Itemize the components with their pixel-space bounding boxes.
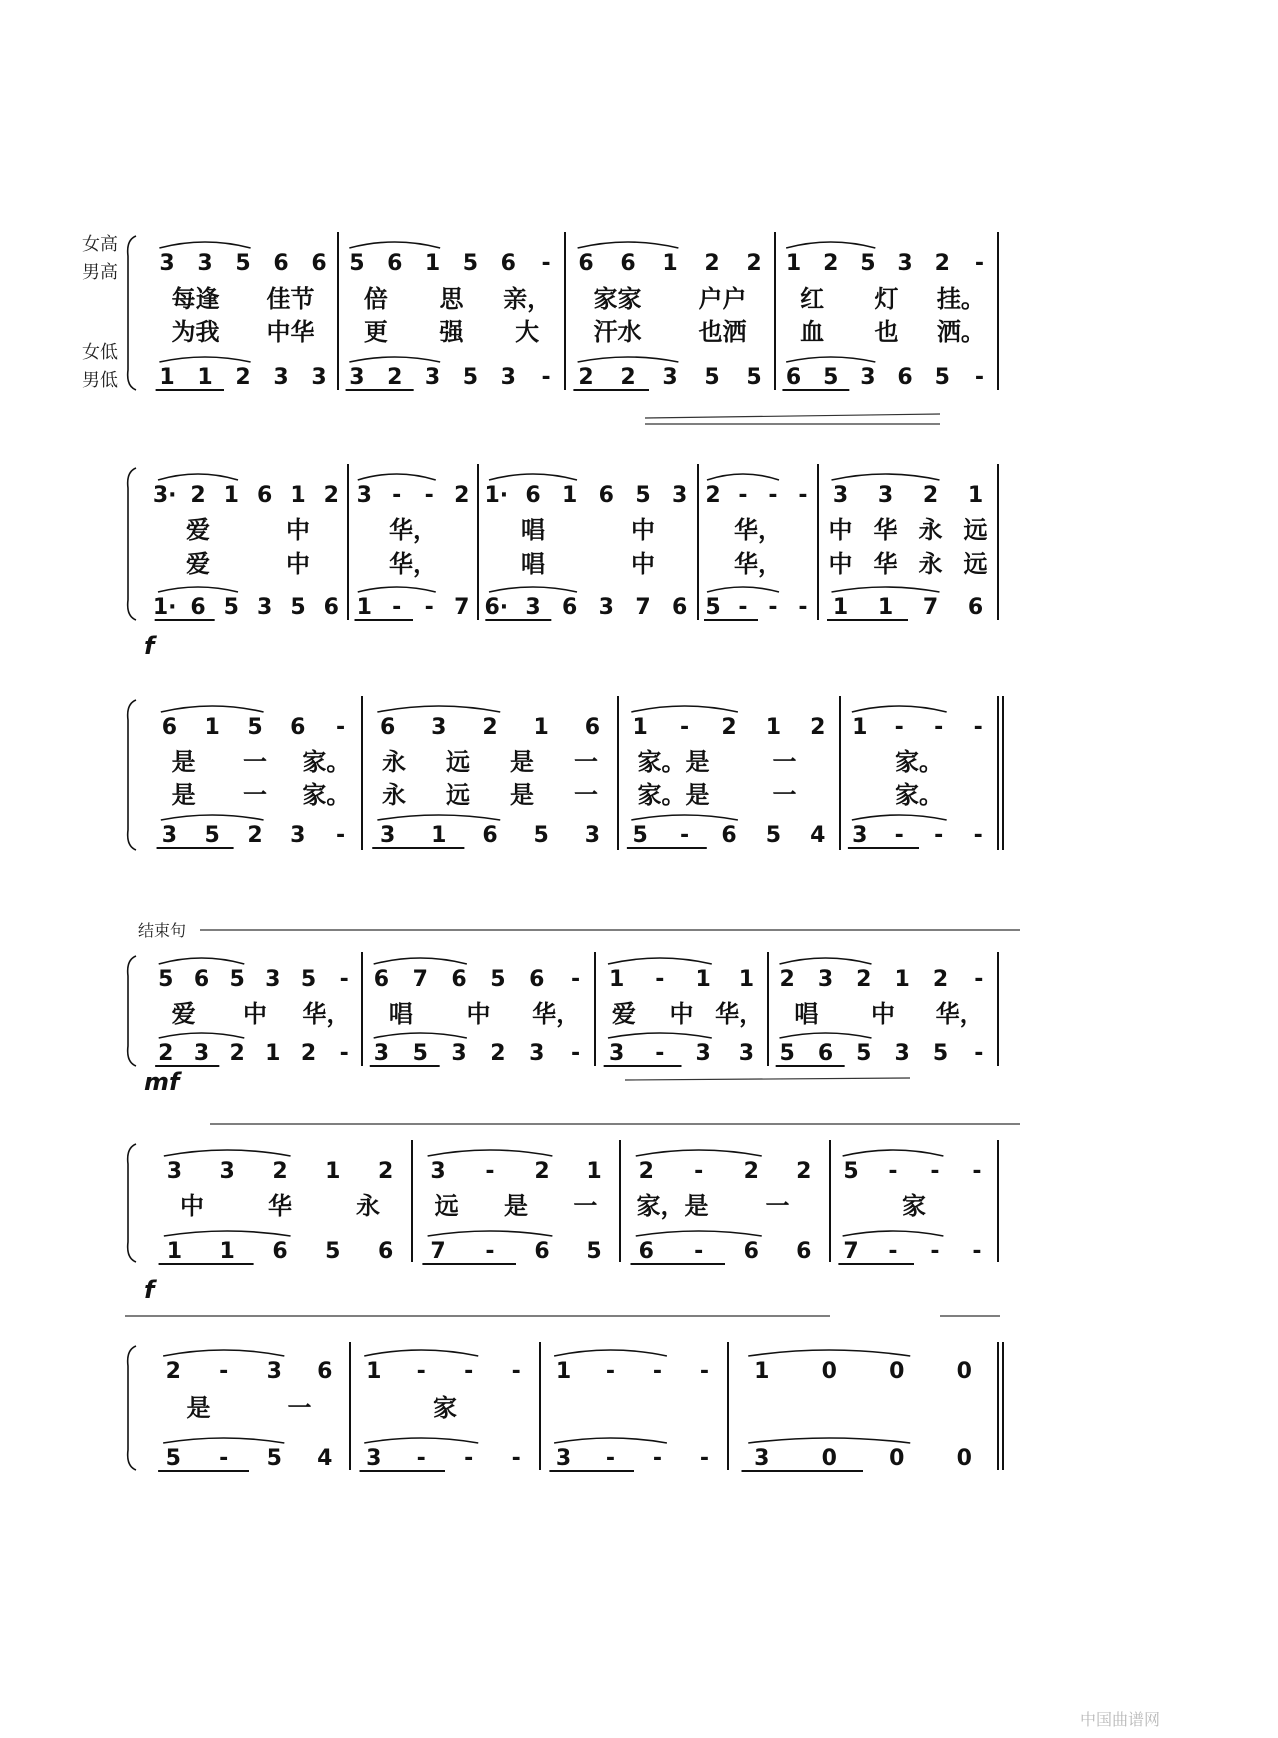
voice-label: 女高 (82, 234, 118, 255)
slur (631, 706, 738, 712)
slur (578, 242, 679, 248)
slur (707, 587, 779, 592)
slur (631, 815, 738, 820)
slur (780, 1033, 872, 1038)
lower-voice-notes: 3 - - - (852, 823, 983, 848)
lower-voice-notes: 6 5 3 6 5 - (785, 365, 984, 390)
upper-voice-notes: 6 3 2 1 6 (379, 715, 601, 740)
dynamic-mark: f (144, 1276, 155, 1304)
slur (161, 815, 264, 820)
slur (489, 474, 577, 480)
lyric-line-1: 倍 思 亲， (363, 285, 552, 313)
system-brace (128, 956, 136, 1066)
system-brace (128, 1346, 136, 1470)
slur (786, 357, 875, 362)
slur (636, 1231, 762, 1236)
crescendo-rule (645, 414, 940, 418)
slur (374, 958, 467, 964)
upper-voice-notes: 3· 2 1 6 1 2 (152, 483, 339, 508)
score-texts (82, 234, 988, 1471)
slur (374, 1033, 467, 1038)
lyric-line-1: 爱 中 华， (171, 1000, 351, 1028)
lyric-line-2: 华， (389, 550, 437, 578)
system-brace (128, 1144, 136, 1262)
voice-label: 女低 (82, 342, 118, 363)
dynamic-mark: mf (144, 1068, 180, 1096)
lyric-line-1: 家。 (895, 748, 943, 776)
lyric-line-2: 华， (734, 550, 782, 578)
lyric-line-1: 每逢 佳节 (171, 285, 315, 313)
lyric-line-1: 是 一 (186, 1394, 312, 1422)
lower-voice-notes: 5 - - - (705, 595, 808, 620)
voice-label: 男低 (82, 370, 118, 391)
upper-voice-notes: 3 3 2 1 2 (166, 1159, 394, 1184)
lower-voice-notes: 3 2 3 5 3 - (349, 365, 551, 390)
upper-voice-notes: 1 2 5 3 2 - (785, 251, 984, 276)
slur (843, 1150, 944, 1156)
slur (636, 1150, 762, 1156)
slur (163, 1438, 284, 1443)
lyric-line-1: 爱 中 (186, 516, 310, 544)
upper-voice-notes: 6 7 6 5 6 - (373, 967, 581, 992)
lower-voice-notes: 3 - 3 3 (608, 1041, 755, 1066)
dynamic-mark: f (144, 632, 155, 660)
upper-voice-notes: 1 - - - (555, 1359, 710, 1384)
lyric-line-2: 家。是 一 (637, 781, 797, 809)
lower-voice-notes: 5 - 5 4 (165, 1446, 333, 1471)
lyric-line-1: 唱 中 华， (388, 1000, 581, 1028)
lower-voice-notes: 1· 6 5 3 5 6 (152, 595, 339, 620)
lyric-line-1: 华， (734, 516, 782, 544)
slur (489, 587, 577, 592)
lyric-line-1: 中 华 永 (180, 1192, 380, 1220)
slur (852, 815, 947, 820)
lyric-line-2: 家。 (895, 781, 943, 809)
upper-voice-notes: 6 1 5 6 - (161, 715, 346, 740)
slur (358, 587, 436, 592)
lyric-line-2: 是 一 家。 (171, 781, 351, 809)
upper-voice-notes: 6 6 1 2 2 (578, 251, 762, 276)
lyric-line-2: 更 强 大 (363, 318, 540, 346)
upper-voice-notes: 2 - 3 6 (165, 1359, 333, 1384)
lower-voice-notes: 7 - 6 5 (430, 1239, 602, 1264)
slur (364, 1438, 478, 1443)
lower-voice-notes: 2 3 2 1 2 - (158, 1041, 349, 1066)
slur (158, 474, 238, 480)
watermark: 中国曲谱网 (1080, 1710, 1161, 1729)
lyric-line-2: 中 华 永 远 (828, 550, 988, 578)
section-label: 结束句 (138, 921, 187, 940)
system-brace (128, 468, 136, 620)
slur (159, 357, 250, 362)
crescendo-rule (625, 1078, 910, 1080)
upper-voice-notes: 3 3 2 1 (832, 483, 984, 508)
lyric-line-1: 爱 中 华， (611, 1000, 764, 1028)
slur (554, 1438, 667, 1443)
upper-voice-notes: 5 - - - (843, 1159, 982, 1184)
slur (852, 706, 947, 712)
lower-voice-notes: 2 2 3 5 5 (578, 365, 762, 390)
slur (164, 1231, 291, 1236)
lyric-line-2: 爱 中 (186, 550, 310, 578)
lyric-line-1: 唱 中 (521, 516, 655, 544)
lyric-line-1: 家。是 一 (637, 748, 797, 776)
lyric-line-2: 永 远 是 一 (382, 781, 598, 809)
slur (786, 242, 875, 248)
slur (608, 1033, 712, 1038)
lyric-line-1: 家，是 一 (636, 1192, 790, 1220)
score-marks (125, 232, 1020, 1471)
lyric-line-2: 为我 中华 (171, 318, 315, 346)
lower-voice-notes: 6 - 6 6 (638, 1239, 812, 1264)
lyric-line-1: 家 (433, 1394, 457, 1422)
slur (377, 706, 500, 712)
lower-voice-notes: 3 5 3 2 3 - (373, 1041, 581, 1066)
lower-voice-notes: 3 0 0 0 (754, 1446, 972, 1471)
slur (164, 1150, 291, 1156)
lyric-line-1: 家家 户户 (593, 285, 747, 313)
voice-label: 男高 (82, 262, 118, 283)
lower-voice-notes: 6· 3 6 3 7 6 (484, 595, 688, 620)
slur (608, 958, 712, 964)
upper-voice-notes: 1 0 0 0 (754, 1359, 972, 1384)
slur (428, 1231, 553, 1236)
upper-voice-notes: 3 - 2 1 (430, 1159, 602, 1184)
slur (748, 1350, 910, 1356)
lower-voice-notes: 1 1 7 6 (832, 595, 984, 620)
lower-voice-notes: 5 6 5 3 5 - (779, 1041, 984, 1066)
lyric-line-1: 中 华 永 远 (828, 516, 988, 544)
slur (428, 1150, 553, 1156)
lyric-line-1: 唱 中 华， (794, 1000, 984, 1028)
lyric-line-1: 红 灯 挂。 (800, 285, 985, 313)
slur (163, 1350, 284, 1356)
lyric-line-1: 是 一 家。 (171, 748, 351, 776)
slur (158, 587, 238, 592)
lower-voice-notes: 1 - - 7 (356, 595, 470, 620)
lower-voice-notes: 5 - 6 5 4 (632, 823, 826, 848)
lower-voice-notes: 3 5 2 3 - (161, 823, 346, 848)
upper-voice-notes: 1· 6 1 6 5 3 (484, 483, 688, 508)
upper-voice-notes: 1 - - - (852, 715, 983, 740)
slur (748, 1438, 910, 1443)
slur (554, 1350, 667, 1356)
slur (349, 357, 440, 362)
lyric-line-1: 家 (902, 1192, 926, 1220)
upper-voice-notes: 1 - 2 1 2 (632, 715, 826, 740)
slur (161, 706, 264, 712)
lyric-line-2: 血 也 洒。 (800, 318, 985, 346)
upper-voice-notes: 3 - - 2 (356, 483, 470, 508)
slur (707, 474, 779, 480)
lyric-line-2: 汗水 也洒 (593, 318, 747, 346)
slur (780, 958, 872, 964)
slur (832, 474, 940, 480)
slur (159, 958, 245, 964)
upper-voice-notes: 2 3 2 1 2 - (779, 967, 984, 992)
upper-voice-notes: 3 3 5 6 6 (159, 251, 327, 276)
lyric-line-1: 华， (389, 516, 437, 544)
lower-voice-notes: 1 1 6 5 6 (166, 1239, 394, 1264)
upper-voice-notes: 2 - - - (705, 483, 808, 508)
system-brace (128, 700, 136, 850)
lower-voice-notes: 3 - - - (555, 1446, 710, 1471)
slur (377, 815, 500, 820)
lower-voice-notes: 3 - - - (366, 1446, 521, 1471)
lower-voice-notes: 3 1 6 5 3 (379, 823, 601, 848)
upper-voice-notes: 1 - - - (366, 1359, 521, 1384)
slur (358, 474, 436, 480)
upper-voice-notes: 2 - 2 2 (638, 1159, 812, 1184)
upper-voice-notes: 5 6 5 3 5 - (158, 967, 349, 992)
slur (159, 242, 250, 248)
lyric-line-1: 永 远 是 一 (382, 748, 598, 776)
upper-voice-notes: 1 - 1 1 (608, 967, 755, 992)
slur (364, 1350, 478, 1356)
slur (843, 1231, 944, 1236)
slur (832, 587, 940, 592)
lyric-line-2: 唱 中 (521, 550, 655, 578)
lower-voice-notes: 1 1 2 3 3 (159, 365, 327, 390)
slur (349, 242, 440, 248)
slur (159, 1033, 245, 1038)
lyric-line-1: 远 是 一 (434, 1192, 598, 1220)
lower-voice-notes: 7 - - - (843, 1239, 982, 1264)
slur (578, 357, 679, 362)
system-brace (128, 236, 136, 390)
upper-voice-notes: 5 6 1 5 6 - (349, 251, 551, 276)
